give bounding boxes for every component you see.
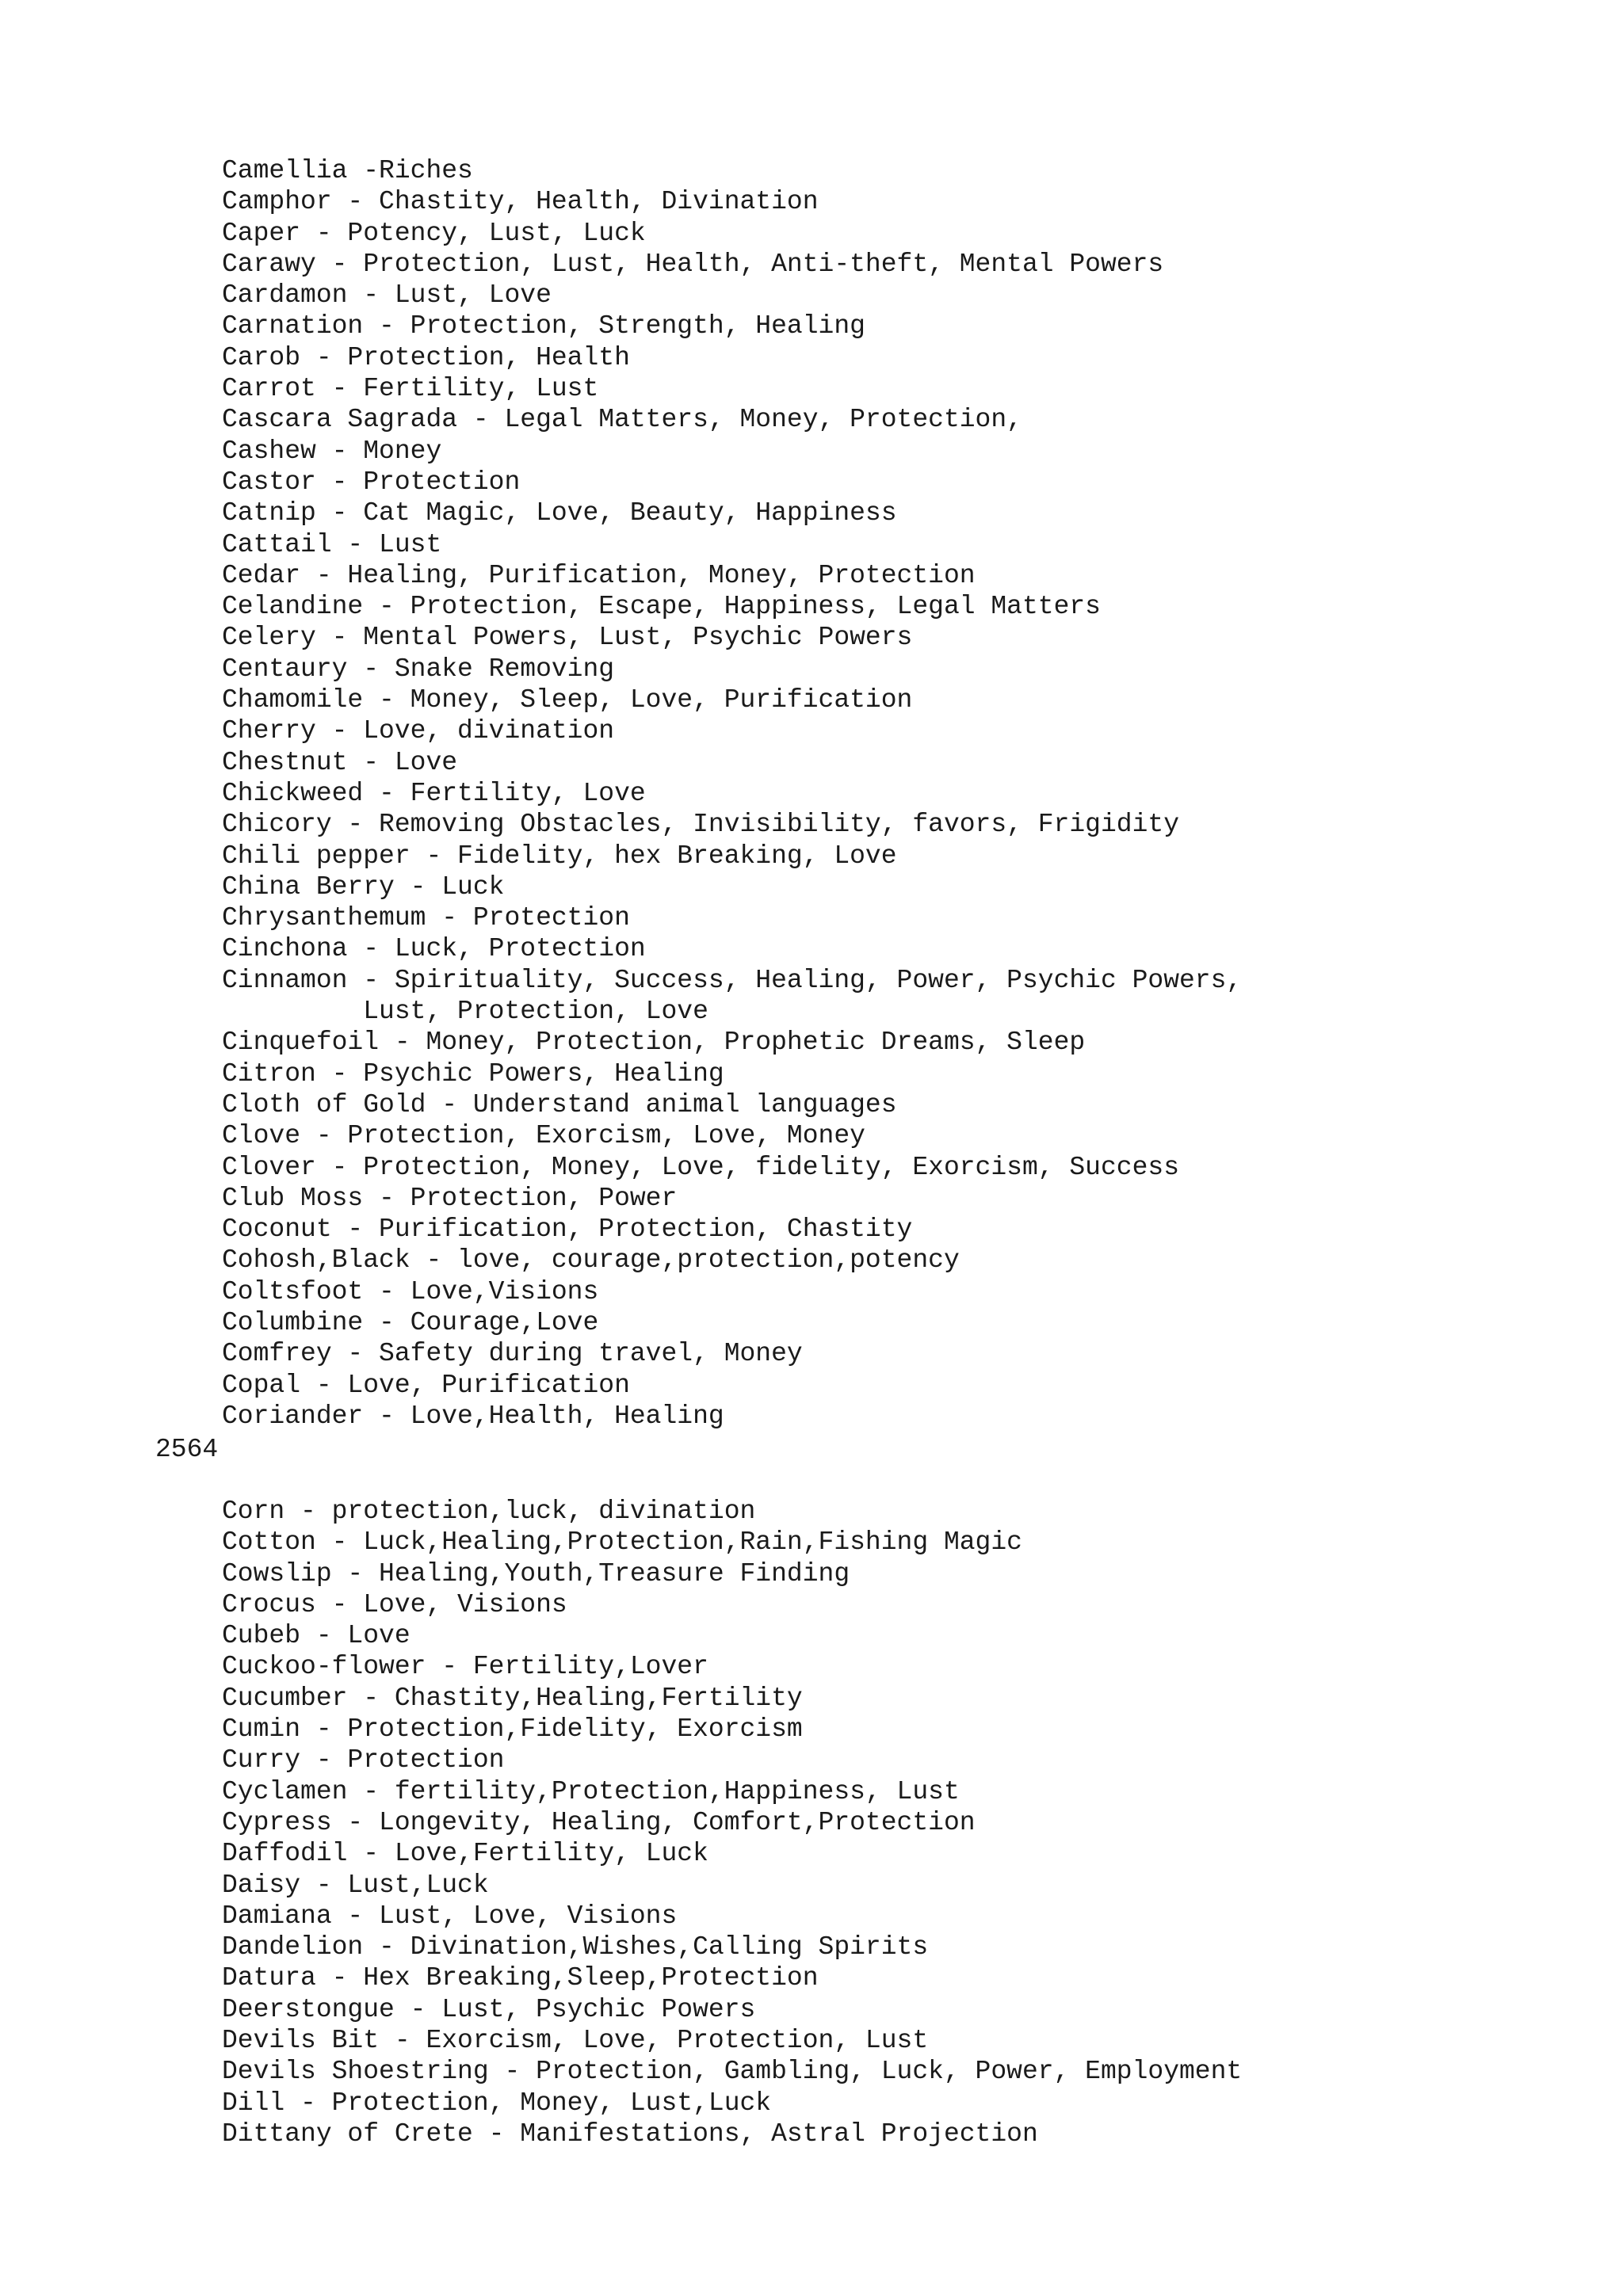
herb-entry: Cumin - Protection,Fidelity, Exorcism — [222, 1714, 803, 1745]
herb-entry: Coconut - Purification, Protection, Chastity — [222, 1215, 913, 1245]
herb-entry: Coriander - Love,Health, Healing — [222, 1401, 724, 1431]
herb-entry: Celery - Mental Powers, Lust, Psychic Powers — [222, 623, 913, 653]
herb-entry: Copal - Love, Purification — [222, 1370, 630, 1400]
herb-entry: Celandine - Protection, Escape, Happiness, Legal Matters — [222, 592, 1101, 622]
herb-entry: Cardamon - Lust, Love — [222, 280, 552, 311]
herb-entry: Datura - Hex Breaking,Sleep,Protection — [222, 1963, 819, 1993]
herb-entry: Catnip - Cat Magic, Love, Beauty, Happiness — [222, 498, 897, 528]
herb-entry: Cinquefoil - Money, Protection, Prophetic Dreams, Sleep — [222, 1028, 1086, 1058]
herb-entry: Lust, Protection, Love — [222, 997, 708, 1027]
herb-entry: Deerstongue - Lust, Psychic Powers — [222, 1994, 756, 2024]
herb-list-block-2 — [222, 1496, 1242, 2149]
herb-entry: Cucumber - Chastity,Healing,Fertility — [222, 1683, 803, 1713]
herb-entry: Chili pepper - Fidelity, hex Breaking, Love — [222, 841, 897, 871]
herb-entry: Caper - Potency, Lust, Luck — [222, 218, 646, 248]
herb-entry: Damiana - Lust, Love, Visions — [222, 1901, 678, 1931]
herb-entry: Chicory - Removing Obstacles, Invisibility, favors, Frigidity — [222, 810, 1179, 840]
herb-entry: Chickweed - Fertility, Love — [222, 778, 646, 808]
herb-entry: Cinnamon - Spirituality, Success, Healing, Power, Psychic Powers, — [222, 965, 1243, 995]
herb-entry: Coltsfoot - Love,Visions — [222, 1276, 599, 1306]
herb-entry: Cubeb - Love — [222, 1621, 411, 1651]
herb-entry: Devils Bit - Exorcism, Love, Protection, Lust — [222, 2026, 929, 2056]
herb-entry: Clover - Protection, Money, Love, fidelity, Exorcism, Success — [222, 1152, 1179, 1182]
herb-entry: Cashew - Money — [222, 436, 442, 466]
herb-entry: Centaury - Snake Removing — [222, 654, 615, 684]
herb-entry: Castor - Protection — [222, 467, 521, 497]
herb-entry: Columbine - Courage,Love — [222, 1307, 599, 1337]
herb-entry: Cloth of Gold - Understand animal languages — [222, 1089, 897, 1119]
herb-entry: Cowslip - Healing,Youth,Treasure Finding — [222, 1558, 850, 1589]
herb-entry: Cohosh,Black - love, courage,protection,potency — [222, 1245, 960, 1276]
herb-entry: Clove - Protection, Exorcism, Love, Money — [222, 1121, 865, 1151]
herb-entry: Carnation - Protection, Strength, Healing — [222, 311, 865, 341]
herb-entry: Dill - Protection, Money, Lust,Luck — [222, 2088, 772, 2118]
herb-entry: Chamomile - Money, Sleep, Love, Purification — [222, 685, 913, 715]
herb-entry: Comfrey - Safety during travel, Money — [222, 1339, 803, 1369]
herb-entry: Chestnut - Love — [222, 747, 458, 777]
herb-entry: Cinchona - Luck, Protection — [222, 934, 646, 964]
herb-entry: Camphor - Chastity, Health, Divination — [222, 187, 819, 217]
herb-entry: Carob - Protection, Health — [222, 342, 630, 372]
herb-entry: Corn - protection,luck, divination — [222, 1497, 756, 1526]
herb-entry: Curry - Protection — [222, 1745, 505, 1775]
herb-entry: Dittany of Crete - Manifestations, Astral Projection — [222, 2119, 1038, 2149]
herb-entry: Cypress - Longevity, Healing, Comfort,Protection — [222, 1807, 976, 1837]
herb-entry: Carawy - Protection, Lust, Health, Anti-theft, Mental Powers — [222, 249, 1164, 279]
herb-entry: Camellia -Riches — [222, 156, 473, 185]
herb-list-block-1 — [222, 155, 1242, 1432]
page-number: 2564 — [155, 1435, 219, 1464]
herb-entry: Daffodil - Love,Fertility, Luck — [222, 1839, 708, 1869]
herb-entry: Devils Shoestring - Protection, Gambling, Luck, Power, Employment — [222, 2057, 1243, 2087]
herb-entry: Crocus - Love, Visions — [222, 1589, 567, 1619]
herb-entry: Cascara Sagrada - Legal Matters, Money, Protection, — [222, 405, 1022, 435]
herb-entry: Cattail - Lust — [222, 529, 442, 559]
herb-entry: Cuckoo-flower - Fertility,Lover — [222, 1652, 708, 1682]
herb-entry: Chrysanthemum - Protection — [222, 903, 630, 933]
herb-entry: Cyclamen - fertility,Protection,Happiness, Lust — [222, 1776, 960, 1806]
herb-entry: Carrot - Fertility, Lust — [222, 374, 599, 404]
herb-entry: Cherry - Love, divination — [222, 716, 615, 746]
herb-entry: Club Moss - Protection, Power — [222, 1183, 678, 1213]
herb-entry: Dandelion - Divination,Wishes,Calling Spirits — [222, 1932, 929, 1962]
herb-entry: Cotton - Luck,Healing,Protection,Rain,Fishing Magic — [222, 1527, 1022, 1558]
herb-entry: Daisy - Lust,Luck — [222, 1870, 489, 1900]
herb-entry: Cedar - Healing, Purification, Money, Protection — [222, 560, 976, 590]
herb-entry: China Berry - Luck — [222, 871, 505, 902]
herb-entry: Citron - Psychic Powers, Healing — [222, 1058, 724, 1089]
